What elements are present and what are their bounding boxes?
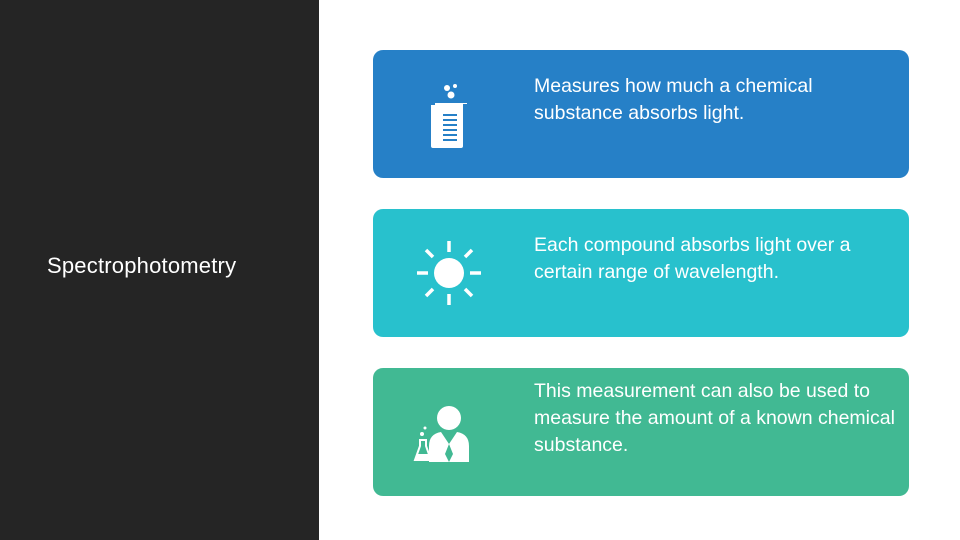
card-text: Each compound absorbs light over a certain range of wavelength. bbox=[534, 234, 851, 283]
slide-title: Spectrophotometry bbox=[47, 253, 237, 278]
sun-icon bbox=[413, 235, 489, 311]
card-text: Measures how much a chemical substance absorbs light. bbox=[534, 75, 813, 124]
info-card-measurement bbox=[373, 368, 909, 496]
info-card-wavelength bbox=[373, 209, 909, 337]
card-text: This measurement can also be used to measure the amount of a known chemical substance. bbox=[534, 379, 895, 456]
beaker-icon bbox=[413, 76, 489, 152]
info-card-absorbance bbox=[373, 50, 909, 178]
title-panel bbox=[0, 0, 319, 540]
scientist-icon bbox=[413, 394, 489, 470]
